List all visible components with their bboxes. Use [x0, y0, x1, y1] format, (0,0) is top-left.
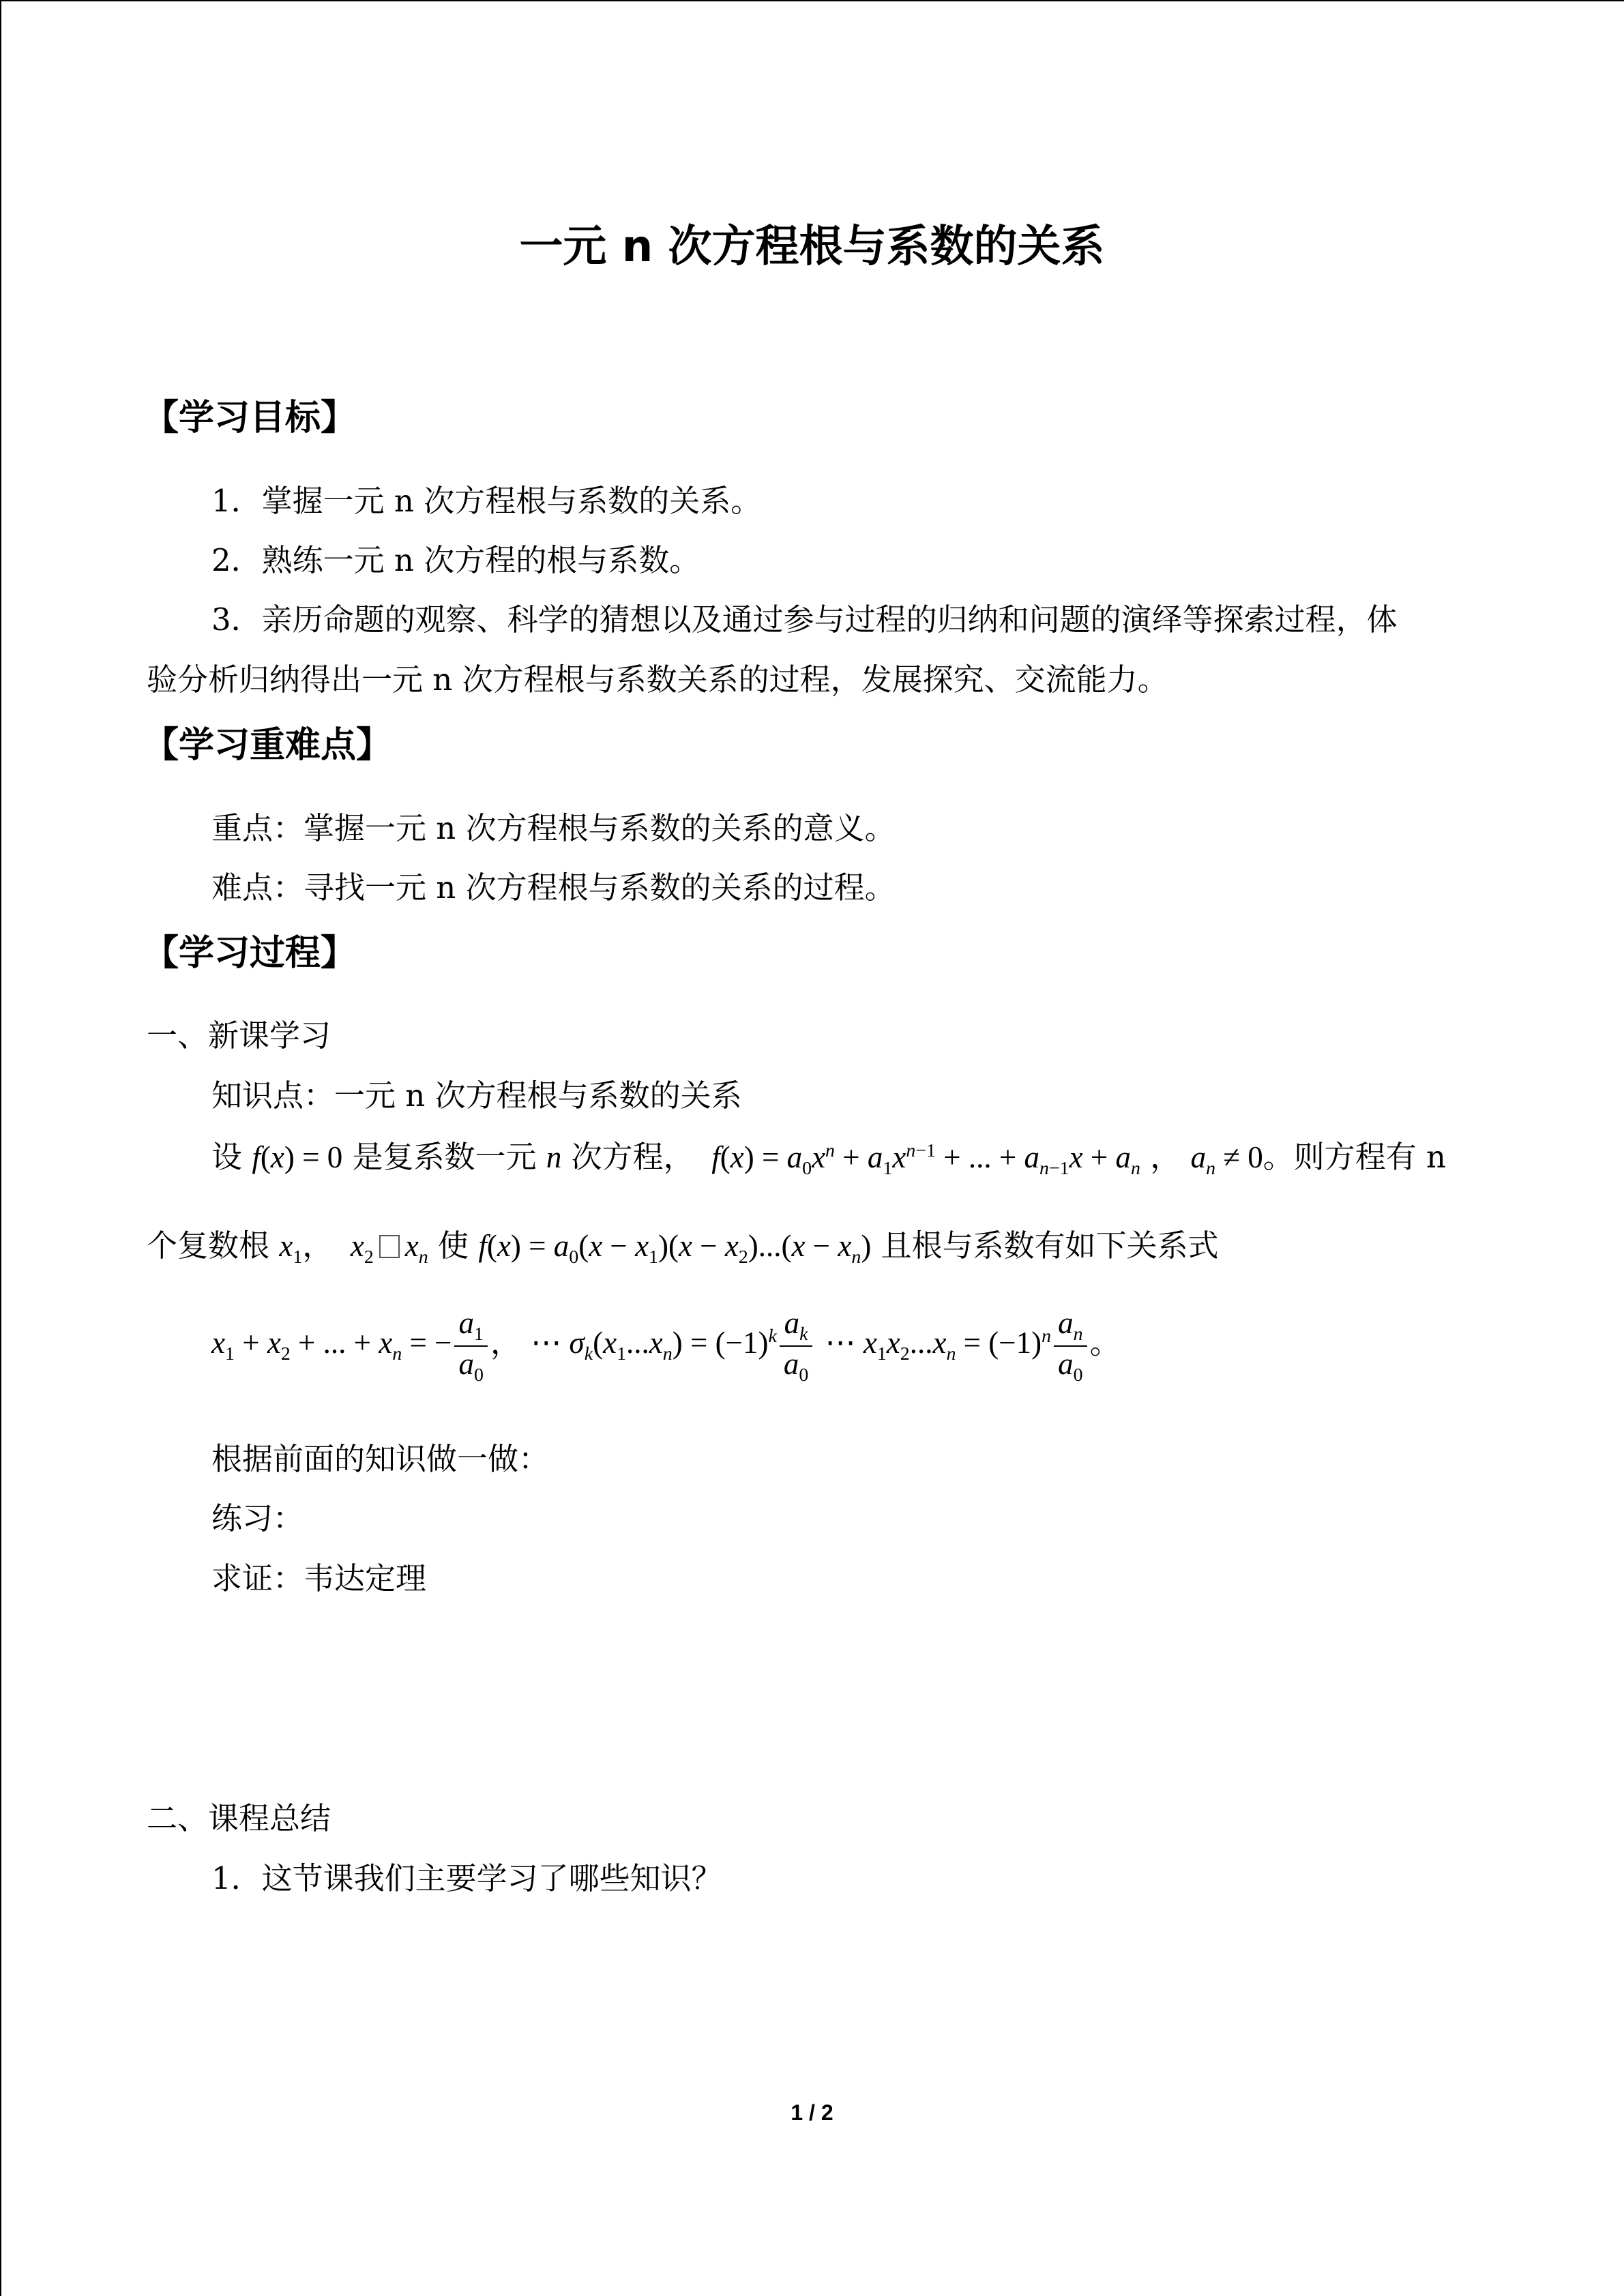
goal-item-3: 3．亲历命题的观察、科学的猜想以及通过参与过程的归纳和问题的演绎等探索过程，体 — [211, 601, 1398, 638]
roots-line — [147, 1221, 1219, 1268]
exercise-label: 练习： — [211, 1500, 304, 1536]
formula-polynomial: $f(x) = a_0x^n + a_1x^{n-1}$ + ... + $a_{n-1}x + a_n$ — [703, 1140, 1140, 1179]
text-comma3: ， — [490, 1324, 521, 1361]
missing-glyph-box — [379, 1235, 400, 1258]
vieta-formula-line — [211, 1306, 1121, 1386]
formula-product-roots: ⋯ $x_1x_2...x_n = (-1)^n$ $\frac{a_n}{a_0}$ — [825, 1326, 1090, 1360]
summary-item: 1．这节课我们主要学习了哪些知识？ — [211, 1860, 722, 1896]
text-and-relation: 且根与系数有如下关系式 — [881, 1227, 1219, 1264]
text-she: 设 — [211, 1139, 243, 1175]
knowledge-point: 知识点：一元 n 次方程根与系数的关系 — [211, 1077, 742, 1114]
formula-an-nonzero: $a_n \ne 0$ — [1190, 1140, 1263, 1179]
root-x1: $x_1$ — [279, 1229, 303, 1268]
root-xn: $x_n$ — [404, 1229, 428, 1268]
text-comma2: ， — [302, 1227, 334, 1264]
text-comma: ， — [1150, 1139, 1181, 1175]
var-n: n — [546, 1140, 562, 1174]
text-such-that: 使 — [438, 1227, 469, 1264]
text-after-fx0: 是复系数一元 — [352, 1139, 537, 1175]
text-then: 。则方程有 n — [1263, 1139, 1447, 1175]
part2-title: 二、课程总结 — [147, 1800, 331, 1836]
text-after-n: 次方程， — [571, 1139, 694, 1175]
page-title: 一元 n 次方程根与系数的关系 — [519, 222, 1105, 272]
proof-task: 求证：韦达定理 — [211, 1560, 427, 1596]
key-points-heading: 【学习重难点】 — [143, 725, 392, 766]
difficult-point-item: 难点：寻找一元 n 次方程根与系数的关系的过程。 — [211, 869, 896, 906]
text-period: 。 — [1089, 1324, 1121, 1361]
do-it-prompt: 根据前面的知识做一做： — [211, 1441, 550, 1477]
formula-sum-roots: $x_1 + x_2$ + ... + $x_n$ = − $\frac{a_1}{a_0}$ — [211, 1326, 490, 1360]
page-number: 1 / 2 — [791, 2100, 833, 2125]
definition-line — [211, 1132, 1446, 1180]
key-point-item: 重点：掌握一元 n 次方程根与系数的关系的意义。 — [211, 810, 896, 846]
formula-sigma-k: ⋯ $\sigma_k(x_1...x_n) = (-1)^k$ $\frac{a_k}{a_0}$ — [531, 1326, 815, 1360]
formula-fx-zero: f(x) = 0 — [252, 1140, 343, 1174]
goal-item-1: 1．掌握一元 n 次方程根与系数的关系。 — [211, 483, 762, 519]
process-heading: 【学习过程】 — [143, 933, 357, 974]
goals-heading: 【学习目标】 — [143, 398, 357, 438]
goal-item-2: 2．熟练一元 n 次方程的根与系数。 — [211, 542, 700, 578]
formula-factorization: $f(x) = a_0(x - x_1)(x - x_2)...(x - x_n)$ — [478, 1229, 872, 1268]
goal-item-3-cont: 验分析归纳得出一元 n 次方程根与系数关系的过程，发展探究、交流能力。 — [147, 661, 1168, 698]
text-complex-roots: 个复数根 — [147, 1227, 270, 1264]
root-x2: $x_2$ — [342, 1229, 374, 1268]
part1-title: 一、新课学习 — [147, 1017, 331, 1054]
